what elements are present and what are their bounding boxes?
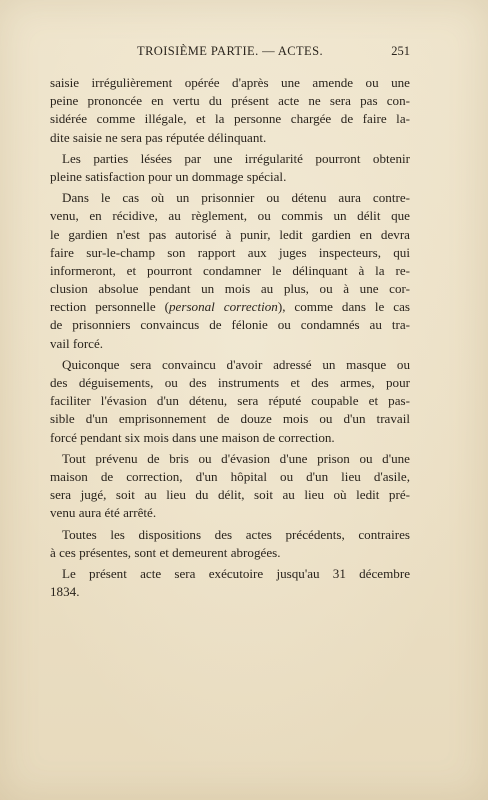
text-line: venu, en récidive, au règlement, ou commis un délit que [50, 208, 410, 224]
text-line: forcé pendant six mois dans une maison de correction. [50, 429, 335, 445]
text-line: peine prononcée en vertu du présent acte ne sera pas con- [50, 93, 410, 109]
text-line: faire sur-le-champ son rapport aux juges inspecteurs, qui [50, 244, 410, 260]
running-head: TROISIÈME PARTIE. — ACTES. [137, 44, 323, 58]
text-line: le gardien n'est pas autorisé à punir, ledit gardien en devra [50, 226, 410, 242]
text-line: Le présent acte sera exécutoire jusqu'au 31 décembre [62, 565, 410, 581]
text-line: 1834. [50, 584, 80, 600]
text-line: pleine satisfaction pour un dommage spécial. [50, 168, 287, 184]
text-line: informeront, et pourront condamner le délinquant à la re- [50, 262, 410, 278]
text-line: maison de correction, d'un hôpital ou d'un lieu d'asile, [50, 468, 410, 484]
text-line: Quiconque sera convaincu d'avoir adressé un masque ou [62, 356, 410, 372]
body-text [50, 74, 410, 601]
text-line: sidérée comme illégale, et la personne chargée de faire la- [50, 111, 410, 127]
text-line: faciliter l'évasion d'un détenu, sera réputé coupable et pas- [50, 393, 410, 409]
page-number: 251 [391, 44, 410, 58]
text-line: saisie irrégulièrement opérée d'après une amende ou une [50, 75, 410, 90]
text-line: Toutes les dispositions des actes précédents, contraires [62, 526, 410, 542]
italic-phrase: personal correction [168, 299, 278, 315]
text-line: rection personnelle (personal correction), comme dans le cas [50, 299, 410, 315]
text-line: venu aura été arrêté. [50, 505, 157, 521]
text-line: clusion absolue pendant un mois au plus, ou à une cor- [50, 281, 410, 297]
text-line: à ces présentes, sont et demeurent abrogées. [50, 544, 281, 560]
text-line: dite saisie ne sera pas réputée délinquant. [50, 129, 267, 145]
text-line: vail forcé. [50, 335, 104, 351]
text-line: Dans le cas où un prisonnier ou détenu aura contre- [62, 190, 410, 206]
text-line: Tout prévenu de bris ou d'évasion d'une prison ou d'une [62, 450, 410, 466]
text-line: sera jugé, soit au lieu du délit, soit au lieu où ledit pré- [50, 487, 410, 503]
text-line: Les parties lésées par une irrégularité pourront obtenir [62, 150, 410, 166]
text-line: sible d'un emprisonnement de douze mois ou d'un travail [50, 411, 410, 427]
page-header [50, 44, 410, 64]
text-line: de prisonniers convaincus de félonie ou condamnés au tra- [50, 317, 410, 333]
text-line: des déguisements, ou des instruments et des armes, pour [50, 375, 410, 390]
